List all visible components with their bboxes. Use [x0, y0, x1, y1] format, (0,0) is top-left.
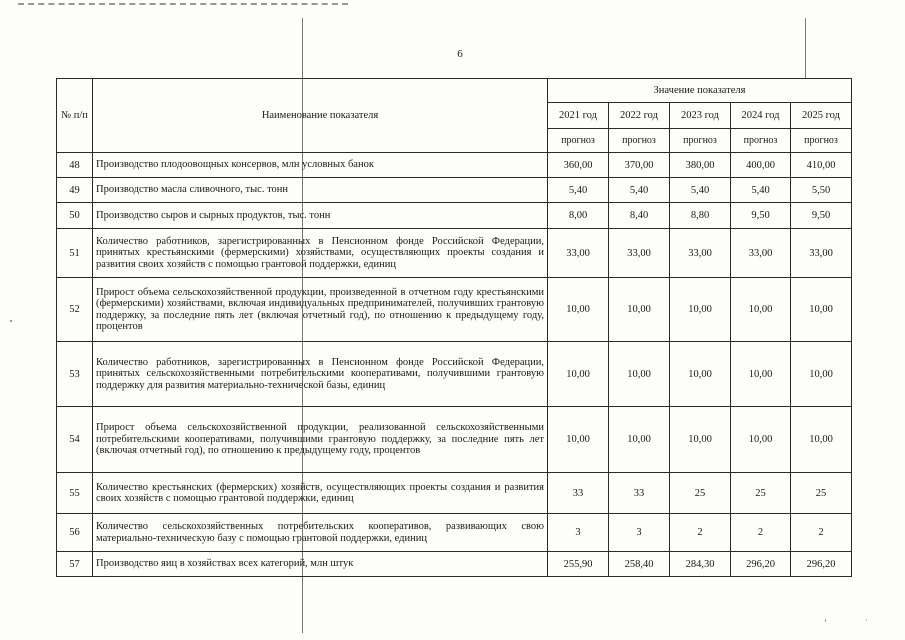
table-row [57, 229, 852, 278]
row-number: 57 [57, 552, 93, 577]
value-cell: 255,90 [548, 552, 609, 577]
forecast-label: прогноз [731, 129, 791, 153]
indicator-name: Производство сыров и сырных продуктов, тыс. тонн [93, 203, 548, 229]
value-cell: 5,40 [548, 178, 609, 203]
row-number: 53 [57, 342, 93, 407]
value-cell: 25 [731, 473, 791, 514]
value-cell: 8,40 [609, 203, 670, 229]
row-number: 54 [57, 407, 93, 473]
row-number: 50 [57, 203, 93, 229]
indicator-name: Прирост объема сельскохозяйственной продукции, произведенной в отчетном году крестьянскими (фермерскими) хозяйствами, включая индивидуальных предпринимателей, получивших грантовую поддержку, за последние пять лет (включая отчетный год), по отношению к предыдущему году, процентов [93, 278, 548, 342]
value-cell: 3 [609, 514, 670, 552]
value-cell: 296,20 [791, 552, 852, 577]
value-cell: 25 [670, 473, 731, 514]
value-cell: 10,00 [731, 342, 791, 407]
row-number: 52 [57, 278, 93, 342]
value-cell: 258,40 [609, 552, 670, 577]
value-cell: 10,00 [791, 407, 852, 473]
value-cell: 3 [548, 514, 609, 552]
value-cell: 33 [609, 473, 670, 514]
table-row [57, 473, 852, 514]
row-number: 48 [57, 153, 93, 178]
forecast-label: прогноз [670, 129, 731, 153]
year-header: 2025 год [791, 103, 852, 129]
value-cell: 9,50 [791, 203, 852, 229]
scan-mark-bottom-right: ʼ [824, 618, 827, 628]
value-cell: 400,00 [731, 153, 791, 178]
table-row [57, 342, 852, 407]
forecast-label: прогноз [548, 129, 609, 153]
value-cell: 296,20 [731, 552, 791, 577]
col-name-header: Наименование показателя [93, 79, 548, 153]
page-number: 6 [457, 48, 463, 60]
value-cell: 33,00 [548, 229, 609, 278]
scan-mark-bottom-right-2: ˈ [865, 618, 868, 628]
header-row-1 [57, 79, 852, 103]
value-cell: 10,00 [791, 342, 852, 407]
indicator-name: Производство масла сливочного, тыс. тонн [93, 178, 548, 203]
values-header: Значение показателя [548, 79, 852, 103]
value-cell: 10,00 [609, 278, 670, 342]
value-cell: 10,00 [791, 278, 852, 342]
value-cell: 5,50 [791, 178, 852, 203]
value-cell: 10,00 [548, 342, 609, 407]
table-row [57, 153, 852, 178]
indicator-name: Прирост объема сельскохозяйственной продукции, реализованной сельскохозяйственными потребительскими кооперативами, получившими грантовую поддержку, за последние пять лет (включая отчетный год), по отношению к предыдущему году, процентов [93, 407, 548, 473]
indicators-table [56, 78, 852, 577]
scan-artifact-top [18, 0, 348, 5]
table-row [57, 178, 852, 203]
fold-line-right [805, 18, 806, 78]
table-row [57, 552, 852, 577]
table-row [57, 203, 852, 229]
table-row [57, 407, 852, 473]
value-cell: 33,00 [731, 229, 791, 278]
year-header: 2024 год [731, 103, 791, 129]
value-cell: 25 [791, 473, 852, 514]
value-cell: 5,40 [731, 178, 791, 203]
value-cell: 10,00 [548, 278, 609, 342]
table-row [57, 514, 852, 552]
value-cell: 10,00 [609, 342, 670, 407]
col-num-header: № п/п [57, 79, 93, 153]
year-header: 2021 год [548, 103, 609, 129]
indicator-name: Количество крестьянских (фермерских) хозяйств, осуществляющих проекты создания и развития своих хозяйств с помощью грантовой поддержки, единиц [93, 473, 548, 514]
value-cell: 2 [670, 514, 731, 552]
value-cell: 10,00 [670, 278, 731, 342]
value-cell: 10,00 [731, 407, 791, 473]
value-cell: 2 [731, 514, 791, 552]
year-header: 2022 год [609, 103, 670, 129]
value-cell: 33,00 [609, 229, 670, 278]
row-number: 51 [57, 229, 93, 278]
value-cell: 33,00 [791, 229, 852, 278]
indicator-name: Производство яиц в хозяйствах всех категорий, млн штук [93, 552, 548, 577]
value-cell: 370,00 [609, 153, 670, 178]
value-cell: 33,00 [670, 229, 731, 278]
value-cell: 10,00 [731, 278, 791, 342]
table-row [57, 278, 852, 342]
value-cell: 10,00 [548, 407, 609, 473]
value-cell: 5,40 [670, 178, 731, 203]
value-cell: 10,00 [609, 407, 670, 473]
value-cell: 8,00 [548, 203, 609, 229]
value-cell: 410,00 [791, 153, 852, 178]
value-cell: 2 [791, 514, 852, 552]
value-cell: 5,40 [609, 178, 670, 203]
value-cell: 9,50 [731, 203, 791, 229]
scan-dot [10, 320, 12, 322]
value-cell: 10,00 [670, 407, 731, 473]
indicator-name: Количество сельскохозяйственных потребительских кооперативов, развивающих свою материально-техническую базу с помощью грантовой поддержки, единиц [93, 514, 548, 552]
value-cell: 33 [548, 473, 609, 514]
value-cell: 360,00 [548, 153, 609, 178]
forecast-label: прогноз [609, 129, 670, 153]
value-cell: 380,00 [670, 153, 731, 178]
forecast-label: прогноз [791, 129, 852, 153]
year-header: 2023 год [670, 103, 731, 129]
indicator-name: Количество работников, зарегистрированных в Пенсионном фонде Российской Федерации, принятых сельскохозяйственными потребительскими кооперативами, получившими грантовую поддержку для развития материально-технической базы, единиц [93, 342, 548, 407]
value-cell: 8,80 [670, 203, 731, 229]
indicator-name: Производство плодоовощных консервов, млн условных банок [93, 153, 548, 178]
value-cell: 10,00 [670, 342, 731, 407]
value-cell: 284,30 [670, 552, 731, 577]
row-number: 49 [57, 178, 93, 203]
row-number: 56 [57, 514, 93, 552]
row-number: 55 [57, 473, 93, 514]
indicator-name: Количество работников, зарегистрированных в Пенсионном фонде Российской Федерации, принятых крестьянскими (фермерскими) хозяйствами, осуществляющих проекты создания и развития своих хозяйств с помощью грантовой поддержки, единиц [93, 229, 548, 278]
